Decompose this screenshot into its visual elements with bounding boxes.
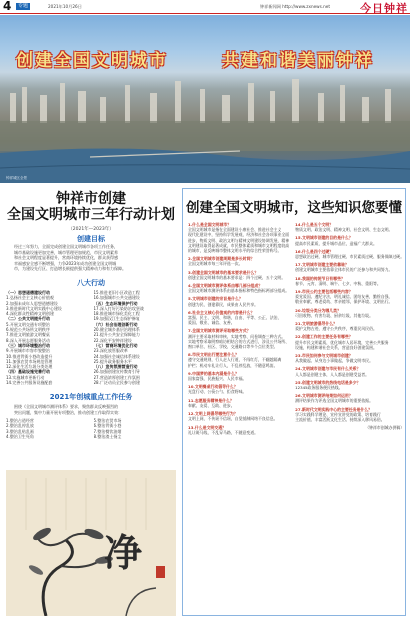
- qa-column-1: [188, 222, 289, 438]
- list-item: 15.推进老旧小区改造工程: [93, 290, 140, 295]
- qa-question: 25.创建文明城市的热线电话是多少？: [295, 379, 361, 385]
- qa-question: 27.新时代文明实践中心的主要任务是什么？: [295, 406, 373, 412]
- list-item: 4.深化群众性精神文明创建: [6, 311, 54, 317]
- qa-answer: 实地考察采取明察暗访相结合的方式进行，涉及公共场所、: [188, 338, 290, 344]
- list-item: （七）营商环境优化行动: [93, 342, 138, 348]
- qa-answer: 全国文明城市每三年评选一次。: [188, 261, 243, 267]
- title-line-1: 钟祥市创建: [56, 191, 126, 207]
- list-item: 3.整治乱贴乱画: [6, 428, 34, 434]
- list-item: 23.深化放管服改革: [93, 348, 128, 354]
- qa-answer: 富强、民主、文明、和谐，自由、平等、公正、法治，: [188, 315, 282, 321]
- qa-question: 26.文明城市测评结果如何运用？: [295, 393, 353, 399]
- qa-question: 4.全国文明城市测评体系由哪几部分组成？: [188, 283, 263, 289]
- list-item: 21.提升公共安全保障能力: [93, 332, 140, 338]
- qa-question: 2.全国文明城市创建周期是多长时间？: [188, 256, 255, 262]
- masthead: [0, 0, 410, 14]
- knowledge-qa-columns: [188, 222, 405, 438]
- qa-question: 17.文明城市创建主要依靠谁？: [295, 262, 349, 268]
- list-item: 10.推进背街小巷改造提升: [6, 353, 53, 359]
- article-source-note: （钟祥市创城办供稿）: [365, 425, 405, 431]
- list-item: 4.整治卫生死角: [6, 433, 34, 439]
- list-item: （三）城市环境整治行动: [6, 342, 50, 348]
- list-item: 9.开展城市市容市貌整治: [6, 348, 50, 354]
- qa-answer: 全国文明城市测评体系由基本指标和特色指标两部分组成。: [188, 288, 290, 294]
- qa-question: 15.文明城市创建的目的是什么？: [295, 235, 353, 241]
- list-item: 7.整治餐饮油烟: [93, 428, 122, 434]
- qa-answer: 奉献、友爱、互助、进步。: [188, 402, 235, 408]
- tasks-intro-line: 突出问题，集中力量开展专项整治，推动创建工作取得实效：: [14, 409, 122, 415]
- qa-question: 21.文明旅游倡导什么？: [295, 321, 338, 327]
- painting-character: 净: [104, 530, 143, 575]
- list-item: 22.深化平安钟祥建设: [93, 337, 132, 343]
- qa-answer: 可回收物、有害垃圾、厨余垃圾、其他垃圾。: [295, 312, 373, 318]
- banner-slogan-right: 共建和谐美丽钟祥: [222, 51, 374, 71]
- qa-question: 16.什么是四个过硬？: [295, 248, 334, 254]
- qa-answer: 礼让斑马线，不乱穿马路，不随意变道。: [188, 429, 259, 435]
- list-item: 11.加强农贸市场规范管理: [6, 358, 53, 364]
- newspaper-logo: 今日钟祥: [360, 2, 408, 15]
- qa-answer: 文明上网，不传谣不信谣，自觉抵制网络不良信息。: [188, 416, 278, 422]
- qa-answer: 敬业奉献，尊老爱幼、孝亲睦邻，保护环境、文明出行。: [295, 299, 393, 305]
- list-item: 17.深入打好污染防治攻坚战: [93, 305, 144, 311]
- list-item: 1.整治占道经营: [6, 418, 34, 423]
- section-label: 专题: [18, 3, 29, 9]
- section-tasks-heading: 2021年创城重点工作任务: [49, 393, 133, 401]
- qa-answer: 学习实践科学理论、宣传宣讲党的政策、培育践行: [295, 411, 381, 417]
- actions-list: [6, 290, 176, 385]
- list-item: 6.整治背街小巷: [93, 423, 122, 429]
- qa-answer: 春节、元宵、清明、端午、七夕、中秋、重阳等。: [295, 280, 381, 286]
- intro-line: 经过三年努力，全面完成创建全国文明城市各项工作任务，: [14, 244, 118, 249]
- qa-answer: 物质文明、政治文明、精神文明、社会文明、生态文明。: [295, 227, 393, 233]
- painting-image: [6, 470, 176, 616]
- list-item: 7.推进文明旅游文明餐桌: [6, 332, 50, 338]
- list-item: 12.深化生活垃圾分类处理: [6, 364, 53, 370]
- list-item: （六）社会治理创新行动: [93, 321, 138, 327]
- qa-answer: 提升市民文明素质，优化城市人居环境，完善公共服务: [295, 339, 389, 345]
- qa-question: 22.创建工作的主要任务有哪些？: [295, 334, 353, 340]
- list-item: 5.整治农贸市场: [93, 418, 122, 423]
- banner-caption: 钟祥城区全景: [6, 176, 27, 180]
- qa-column-2: [295, 222, 404, 438]
- qa-answer: 测评主要采取材料审核、实地考察、问卷调查三种方式。: [188, 333, 286, 339]
- knowledge-article-title: 创建全国文明城市，这些知识您要懂: [186, 200, 402, 216]
- qa-question: 3.创建全国文明城市的基本要求是什么？: [188, 269, 259, 275]
- list-item: 26.加强创建宣传教育引导: [93, 369, 140, 375]
- qa-answer: 全国文明城市是指在全面建设小康社会、推进社会主义: [188, 227, 282, 233]
- list-item: 8.深入开展志愿服务活动: [6, 337, 50, 343]
- list-item: 1.弘扬社会主义核心价值观: [6, 295, 54, 301]
- qa-question: 7.全国文明城市测评采取哪些方式？: [188, 328, 251, 334]
- actions-column-2: [94, 290, 177, 385]
- qa-spacer: [188, 435, 289, 438]
- city-skyline-image: [0, 73, 410, 183]
- list-item: 19.加强汉江生态保护修复: [93, 316, 140, 322]
- qa-answer: 12345政务服务便民热线。: [295, 385, 343, 391]
- list-item: 8.整治渣土扬尘: [93, 433, 122, 439]
- website-label: 钟祥新闻网 http://www.zxnews.net: [259, 4, 330, 9]
- list-item: （八）宣传氛围营造行动: [93, 364, 138, 370]
- page-number: 4: [3, 0, 12, 13]
- qa-answer: 现代化建设中，坚持科学发展观，经济和社会各项事业全面: [188, 232, 290, 238]
- list-item: 20.健全城乡基层治理体系: [93, 327, 140, 333]
- qa-answer: 创建全国文明城市的基本要求是：四个过硬、五个文明。: [188, 274, 286, 280]
- tasks-column-1: [6, 418, 89, 439]
- qa-question: 20.垃圾分类分为哪几类？: [295, 307, 341, 313]
- qa-answer: 遵守交通规则，行人走人行道，不闯红灯，不翻越隔离: [188, 357, 282, 363]
- title-line-2: 全国文明城市三年行动计划: [7, 207, 175, 223]
- qa-answer: 的城市，是反映城市整体文明水平的综合性荣誉称号。: [188, 248, 282, 254]
- qa-question: 18.我国的传统节日有哪些？: [295, 275, 345, 281]
- list-item: 18.推进城市绿化美化工程: [93, 311, 140, 317]
- banner-photo: [0, 15, 410, 183]
- list-item: 28.广泛动员全民参与创建: [93, 380, 140, 386]
- qa-answer: 提高市民素质，提升城市品位，造福广大群众。: [295, 240, 377, 246]
- qa-answer: 国家富强、民族振兴、人民幸福。: [188, 376, 247, 382]
- issue-date: 2021年10月26日: [48, 4, 82, 9]
- qa-question: 11.志愿服务精神是什么？: [188, 397, 234, 403]
- intro-line: 幸福感安全感不断增强，力争2023年成功创建全国文明城: [14, 260, 117, 266]
- qa-question: 9.中国梦的基本内涵是什么？: [188, 370, 239, 376]
- list-item: （五）生态环境保护行动: [93, 300, 138, 306]
- intro-line: 城市基础设施更加完善，城市管理更加规范，市民文明素养: [14, 249, 118, 255]
- list-item: 24.加强社会诚信体系建设: [93, 353, 140, 359]
- qa-answer: 创建为民、创建靠民，成果由人民共享。: [188, 301, 259, 307]
- qa-question: 23.市民如何参与文明城市创建？: [295, 353, 353, 359]
- left-article-subtitle: （2021年—2023年）: [68, 227, 114, 232]
- qa-answer: 主流价值、丰富活跃文化生活、持续深入移风易俗。: [295, 417, 385, 423]
- list-item: （一）思想道德建设行动: [6, 290, 50, 295]
- qa-question: 6.社会主义核心价值观的内容是什么？: [188, 309, 255, 315]
- tasks-intro: [6, 404, 176, 415]
- intro-line: 市，为建设先行区、打造增长极提供强大精神动力和有力保障。: [14, 266, 126, 272]
- list-item: 6.规范公共场所文明秩序: [6, 327, 50, 333]
- qa-question: 12.文明上网倡导哪些行为？: [188, 411, 238, 417]
- qa-question: 13.什么是文明交通？: [188, 424, 227, 430]
- list-item: 27.营造浓厚创建工作氛围: [93, 374, 140, 380]
- qa-question: 5.文明城市创建的宗旨是什么？: [188, 296, 243, 302]
- intro-line: 和社会文明程度显著提升，营商环境持续优化，群众获得感: [14, 255, 118, 261]
- qa-answer: 测评结果作为评选全国文明城市的重要依据。: [295, 398, 373, 404]
- qa-answer: 创建文明城市主要依靠全体市民的广泛参与和共同努力。: [295, 267, 393, 273]
- qa-answer: 思想政治过硬、城市管理过硬、市民素质过硬、服务保障过硬。: [295, 254, 405, 260]
- banner-slogan-left: 创建全国文明城市: [16, 51, 168, 71]
- list-item: 13.实施城市更新行动: [6, 374, 45, 380]
- list-item: （二）公共文明提升行动: [6, 316, 50, 322]
- qa-answer: 护栏；机动车礼让行人，不乱停乱放，不随意鸣笛。: [188, 362, 278, 368]
- qa-answer: 窗口单位、社区、学校、交通路口等多个点位类型。: [188, 344, 278, 350]
- actions-column-1: [6, 290, 89, 385]
- list-item: 14.完善公共服务设施配套: [6, 380, 53, 386]
- list-item: 16.加强城市公共交通建设: [93, 295, 140, 301]
- left-article-title: [6, 191, 176, 223]
- list-item: （四）基础设施完善行动: [6, 369, 50, 375]
- qa-answer: 光盘行动、公筷公勺、拒食野味。: [188, 389, 247, 395]
- qa-question: 8.市民文明出行要注意什么？: [188, 352, 239, 358]
- qa-question: 10.文明餐桌行动倡导什么？: [188, 384, 238, 390]
- qa-question: 24.文明城市创建与市民有什么关系？: [295, 366, 361, 372]
- qa-question: 1.什么是全国文明城市？: [188, 222, 232, 227]
- qa-answer: 爱护文物古迹，遵守公共秩序，尊重民风民俗。: [295, 326, 377, 332]
- tasks-list: [6, 418, 176, 439]
- list-item: 2.整治乱停乱放: [6, 423, 34, 429]
- qa-answer: 进步，物质文明、政治文明与精神文明建设协调发展，精神: [188, 237, 290, 243]
- list-item: 25.提升政务服务水平: [93, 358, 132, 364]
- qa-answer: 爱国、敬业、诚信、友善。: [188, 320, 235, 326]
- qa-question: 14.什么是五个文明？: [295, 222, 334, 227]
- intro-paragraph: [6, 244, 176, 272]
- qa-answer: 爱党爱国、遵纪守法，明礼诚信、团结友善，勤俭自强、: [295, 294, 393, 300]
- qa-answer: 人人都是创建主体，人人都是创建受益者。: [295, 371, 370, 377]
- section-goal-heading: 创建目标: [77, 235, 105, 243]
- qa-question: 19.市民公约主要包括哪些内容？: [295, 289, 353, 295]
- list-item: 3.推进新时代文明实践中心建设: [6, 305, 62, 311]
- ink-painting-illustration: [6, 470, 176, 616]
- qa-answer: 文明建设取得显著成就，市民整体素质和城市文明程度较高: [188, 242, 290, 248]
- qa-answer: 设施，构建和谐社会关系，营造良好创建氛围。: [295, 344, 377, 350]
- list-item: 2.加强未成年人思想道德建设: [6, 300, 58, 306]
- list-item: 5.开展文明交通专项整治: [6, 321, 50, 327]
- qa-answer: 从我做起、从身边小事做起，争做文明市民。: [295, 358, 373, 364]
- tasks-column-2: [94, 418, 177, 439]
- section-actions-heading: 八大行动: [77, 279, 105, 287]
- tasks-intro-line: 围绕《全国文明城市测评体系》要求，聚焦群众反映强烈的: [14, 404, 118, 409]
